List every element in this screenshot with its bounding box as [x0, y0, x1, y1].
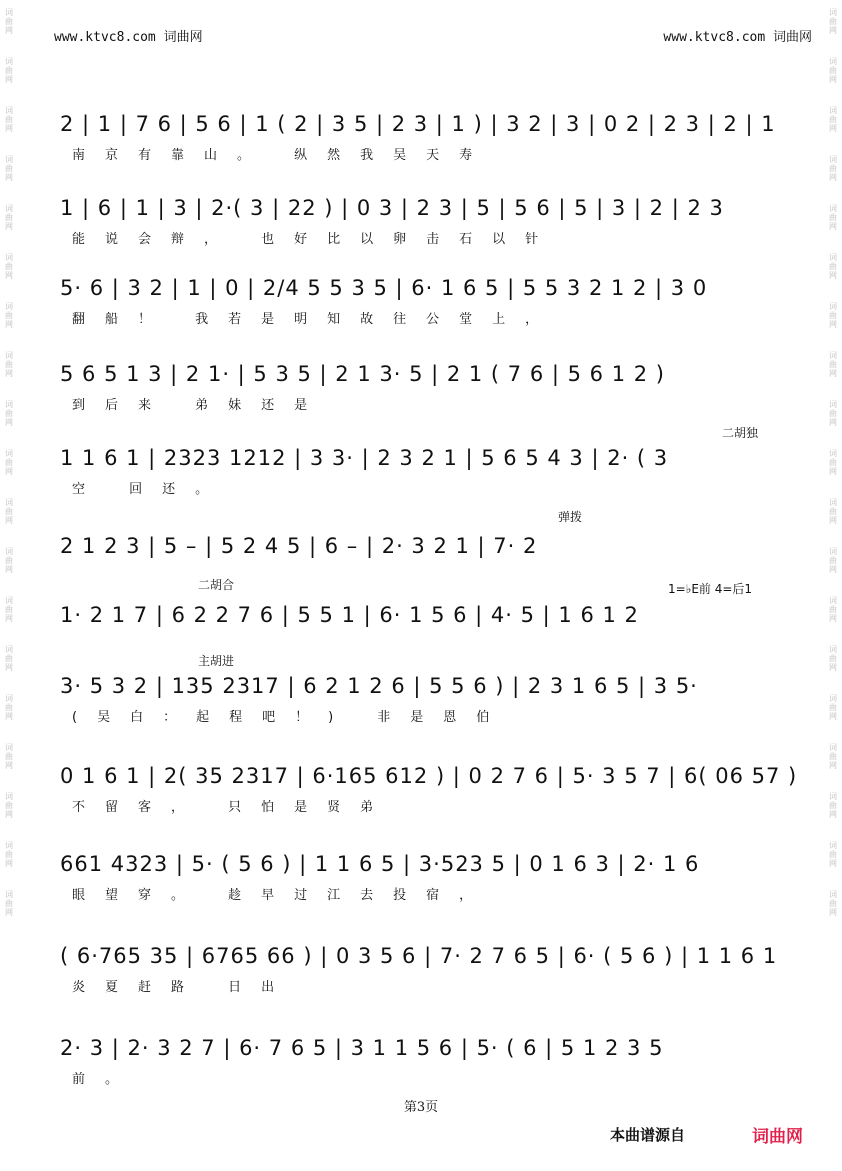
watermark-text: 词曲网 — [5, 302, 13, 329]
notation-line: 5 6 5 1 3 | 2 1· | 5 3 5 | 2 1 3· 5 | 2 1 ( 7 6 | 5 6 1 2 ) — [60, 362, 665, 386]
watermark-text: 词曲网 — [829, 743, 837, 770]
watermark-text: 词曲网 — [829, 204, 837, 231]
watermark-text: 词曲网 — [829, 253, 837, 280]
watermark-text: 词曲网 — [5, 841, 13, 868]
site-logo[interactable]: 词曲网 — [752, 1127, 803, 1147]
watermark-text: 词曲网 — [829, 547, 837, 574]
watermark-text: 词曲网 — [829, 155, 837, 182]
notation-line: 3· 5 3 2 | 135 2317 | 6 2 1 2 6 | 5 5 6 ) | 2 3 1 6 5 | 3 5· — [60, 674, 698, 698]
notation-line: 2 1 2 3 | 5 – | 5 2 4 5 | 6 – | 2· 3 2 1 | 7· 2 — [60, 534, 538, 558]
lyrics-line: 到后来 弟妹还是 — [72, 398, 328, 413]
lyrics-line: 能说会辩， 也好比以卵击石以针 — [72, 232, 559, 247]
watermark-text: 词曲网 — [829, 645, 837, 672]
notation-line: 1 | 6 | 1 | 3 | 2·( 3 | 22 ) | 0 3 | 2 3 | 5 | 5 6 | 5 | 3 | 2 | 2 3 — [60, 196, 724, 220]
lyrics-line: (吴白：起程吧！) 非是恩伯 — [72, 710, 510, 725]
right-watermark — [826, 0, 840, 919]
lyrics-line: 眼望穿。 趁早过江去投宿， — [72, 888, 493, 903]
watermark-text: 词曲网 — [5, 400, 13, 427]
watermark-text: 词曲网 — [829, 694, 837, 721]
notation-line: 2 | 1 | 7 6 | 5 6 | 1 ( 2 | 3 5 | 2 3 | 1 ) | 3 2 | 3 | 0 2 | 2 3 | 2 | 1 — [60, 112, 776, 136]
notation-line: 2· 3 | 2· 3 2 7 | 6· 7 6 5 | 3 1 1 5 6 | 5· ( 6 | 5 1 2 3 5 — [60, 1036, 664, 1060]
annotation-pizz: 弹拨 — [558, 510, 583, 524]
annotation-erhu-join: 二胡合 — [198, 578, 235, 592]
watermark-text: 词曲网 — [829, 841, 837, 868]
watermark-text: 词曲网 — [5, 253, 13, 280]
annotation-main-erhu: 主胡进 — [198, 654, 235, 668]
watermark-text: 词曲网 — [829, 57, 837, 84]
page-number: 第3页 — [403, 1100, 439, 1115]
watermark-text: 词曲网 — [829, 351, 837, 378]
watermark-text: 词曲网 — [5, 792, 13, 819]
watermark-text: 词曲网 — [5, 890, 13, 917]
header-right-url[interactable]: www.ktvc8.com 词曲网 — [663, 30, 812, 45]
watermark-text: 词曲网 — [829, 890, 837, 917]
left-watermark — [2, 0, 16, 919]
annotation-erhu-solo: 二胡独 — [722, 426, 759, 440]
watermark-text: 词曲网 — [829, 498, 837, 525]
notation-line: 0 1 6 1 | 2( 35 2317 | 6·165 612 ) | 0 2 7 6 | 5· 3 5 7 | 6( 06 57 ) — [60, 764, 798, 788]
watermark-text: 词曲网 — [829, 106, 837, 133]
lyrics-line: 翻船！ 我若是明知故往公堂上， — [72, 312, 559, 327]
watermark-text: 词曲网 — [5, 596, 13, 623]
lyrics-line: 前。 — [72, 1072, 139, 1087]
watermark-text: 词曲网 — [5, 498, 13, 525]
watermark-text: 词曲网 — [5, 106, 13, 133]
watermark-text: 词曲网 — [5, 57, 13, 84]
watermark-text: 词曲网 — [829, 302, 837, 329]
watermark-text: 词曲网 — [5, 8, 13, 35]
notation-line: 5· 6 | 3 2 | 1 | 0 | 2/4 5 5 3 5 | 6· 1 6 5 | 5 5 3 2 1 2 | 3 0 — [60, 276, 708, 300]
lyrics-line: 炎夏赶路 日出 — [72, 980, 295, 995]
watermark-text: 词曲网 — [829, 596, 837, 623]
header-left-url[interactable]: www.ktvc8.com 词曲网 — [54, 30, 203, 45]
watermark-text: 词曲网 — [5, 155, 13, 182]
watermark-text: 词曲网 — [5, 547, 13, 574]
watermark-text: 词曲网 — [5, 645, 13, 672]
watermark-text: 词曲网 — [5, 204, 13, 231]
source-label: 本曲谱源自 — [610, 1126, 686, 1144]
watermark-text: 词曲网 — [829, 449, 837, 476]
notation-line: 1 1 6 1 | 2323 1212 | 3 3· | 2 3 2 1 | 5 6 5 4 3 | 2· ( 3 — [60, 446, 669, 470]
watermark-text: 词曲网 — [829, 792, 837, 819]
watermark-text: 词曲网 — [5, 449, 13, 476]
watermark-text: 词曲网 — [5, 743, 13, 770]
lyrics-line: 不留客， 只怕是贤弟 — [72, 800, 394, 815]
watermark-text: 词曲网 — [5, 351, 13, 378]
lyrics-line: 南京有靠山。 纵然我吴天寿 — [72, 148, 493, 163]
notation-line: 661 4323 | 5· ( 5 6 ) | 1 1 6 5 | 3·523 5 | 0 1 6 3 | 2· 1 6 — [60, 852, 700, 876]
watermark-text: 词曲网 — [829, 8, 837, 35]
notation-line: ( 6·765 35 | 6765 66 ) | 0 3 5 6 | 7· 2 7 6 5 | 6· ( 5 6 ) | 1 1 6 1 — [60, 944, 778, 968]
annotation-key-change: 1=♭E前 4=后1 — [668, 582, 753, 596]
notation-line: 1· 2 1 7 | 6 2 2 7 6 | 5 5 1 | 6· 1 5 6 | 4· 5 | 1 6 1 2 — [60, 603, 639, 627]
watermark-text: 词曲网 — [829, 400, 837, 427]
lyrics-line: 空 回还。 — [72, 482, 229, 497]
watermark-text: 词曲网 — [5, 694, 13, 721]
